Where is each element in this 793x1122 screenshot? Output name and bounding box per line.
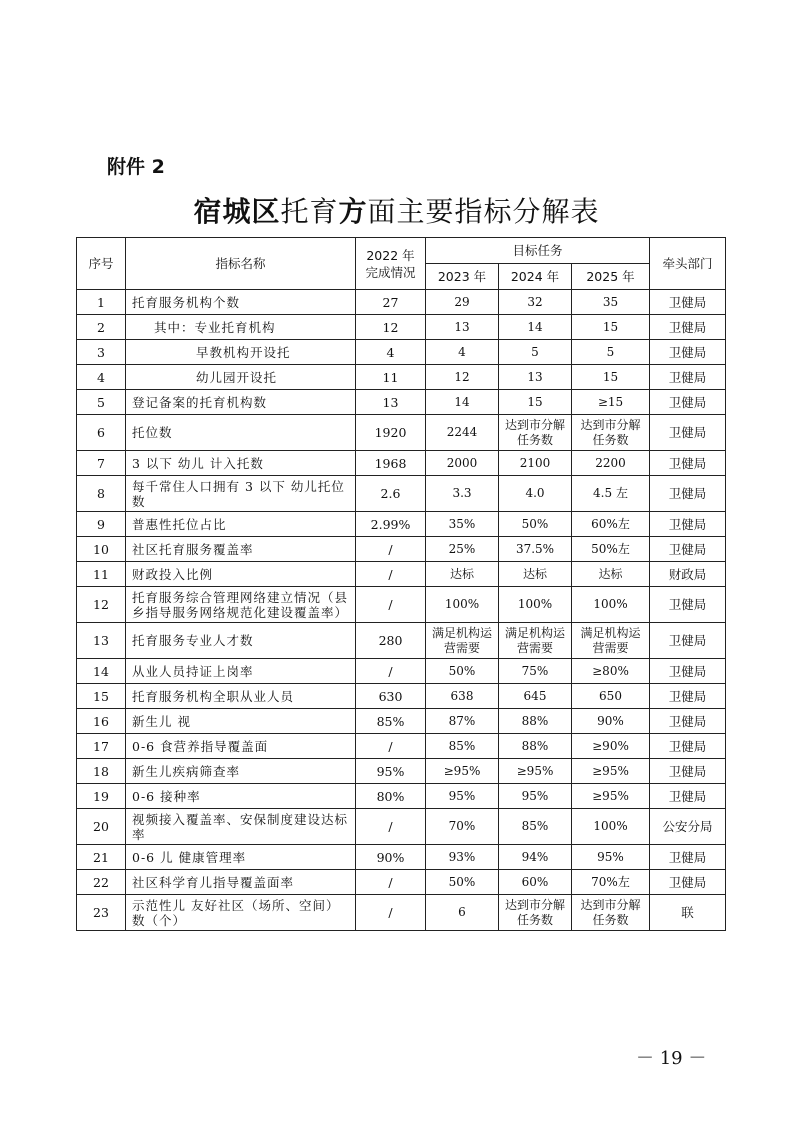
row-2025: 达到市分解任务数 [572,415,650,451]
row-name: 新生儿 视 [126,709,356,734]
row-dept: 卫健局 [650,451,726,476]
row-name: 托育服务机构全职从业人员 [126,684,356,709]
row-seq: 13 [77,623,126,659]
attachment-label: 附件 2 [107,156,165,178]
row-2024: 100% [499,587,572,623]
table-body [77,290,726,931]
row-2023: 4 [426,340,499,365]
table-row [77,845,726,870]
row-2025: ≥90% [572,734,650,759]
row-2024: 95% [499,784,572,809]
row-name: 0-6 儿 健康管理率 [126,845,356,870]
row-seq: 9 [77,512,126,537]
row-2025: 15 [572,315,650,340]
row-name: 登记备案的托育机构数 [126,390,356,415]
row-2023: 50% [426,870,499,895]
row-2023: 50% [426,659,499,684]
table-row [77,512,726,537]
row-2022: 2.6 [356,476,426,512]
row-name: 从业人员持证上岗率 [126,659,356,684]
row-2022: 280 [356,623,426,659]
page-number: － 19 － [636,1048,707,1069]
row-dept: 卫健局 [650,587,726,623]
row-dept: 卫健局 [650,784,726,809]
row-seq: 12 [77,587,126,623]
row-name: 社区托育服务覆盖率 [126,537,356,562]
row-name: 0-6 接种率 [126,784,356,809]
row-2023: 87% [426,709,499,734]
row-2025: 100% [572,587,650,623]
row-2022: 85% [356,709,426,734]
table-row [77,709,726,734]
row-2023: 6 [426,895,499,931]
row-2023: 35% [426,512,499,537]
header-2025: 2025 年 [572,264,650,290]
row-seq: 7 [77,451,126,476]
row-seq: 11 [77,562,126,587]
table-row [77,734,726,759]
row-2023: 93% [426,845,499,870]
row-dept: 卫健局 [650,365,726,390]
row-2024: 645 [499,684,572,709]
row-name: 社区科学育儿指导覆盖面率 [126,870,356,895]
row-2022: 13 [356,390,426,415]
row-2024: 37.5% [499,537,572,562]
table-row [77,759,726,784]
table-row [77,784,726,809]
row-name: 视频接入覆盖率、安保制度建设达标率 [126,809,356,845]
row-2023: 638 [426,684,499,709]
row-seq: 17 [77,734,126,759]
row-2024: 14 [499,315,572,340]
row-name: 3 以下 幼儿 计入托数 [126,451,356,476]
row-2024: 5 [499,340,572,365]
row-dept: 卫健局 [650,684,726,709]
table-row [77,315,726,340]
row-2024: 4.0 [499,476,572,512]
row-dept: 卫健局 [650,512,726,537]
row-dept: 卫健局 [650,390,726,415]
row-dept: 财政局 [650,562,726,587]
header-2024: 2024 年 [499,264,572,290]
row-name: 示范性儿 友好社区（场所、空间）数（个） [126,895,356,931]
row-2024: 13 [499,365,572,390]
row-2024: 15 [499,390,572,415]
row-2022: 1968 [356,451,426,476]
table-row [77,623,726,659]
row-2023: 13 [426,315,499,340]
table-row [77,809,726,845]
row-2024: 满足机构运营需要 [499,623,572,659]
row-2025: 5 [572,340,650,365]
row-2023: 12 [426,365,499,390]
row-seq: 4 [77,365,126,390]
row-2024: 88% [499,734,572,759]
row-2024: 75% [499,659,572,684]
row-2025: 50%左 [572,537,650,562]
row-2023: 满足机构运营需要 [426,623,499,659]
row-2022: 1920 [356,415,426,451]
row-dept: 卫健局 [650,537,726,562]
row-name: 托育服务综合管理网络建立情况（县乡指导服务网络规范化建设覆盖率） [126,587,356,623]
page-title [0,190,793,230]
row-2022: 2.99% [356,512,426,537]
row-2024: 85% [499,809,572,845]
table-row [77,895,726,931]
row-2022: / [356,809,426,845]
title-part-4: 面主要指标分解表 [367,195,600,228]
row-dept: 卫健局 [650,709,726,734]
indicator-table [76,237,726,931]
title-part-3: 方 [338,195,368,228]
row-2022: 90% [356,845,426,870]
row-name: 财政投入比例 [126,562,356,587]
title-part-2: 托育 [280,195,339,228]
row-seq: 16 [77,709,126,734]
row-name: 普惠性托位占比 [126,512,356,537]
table-row [77,390,726,415]
row-name: 幼儿园开设托 [126,365,356,390]
row-2023: 29 [426,290,499,315]
row-2023: ≥95% [426,759,499,784]
header-seq: 序号 [77,238,126,290]
table-row [77,587,726,623]
table-row [77,870,726,895]
row-name: 每千常住人口拥有 3 以下 幼儿托位数 [126,476,356,512]
row-2025: 达到市分解任务数 [572,895,650,931]
table-row [77,537,726,562]
row-name: 托育服务机构个数 [126,290,356,315]
row-dept: 卫健局 [650,845,726,870]
header-2023: 2023 年 [426,264,499,290]
table-row [77,684,726,709]
row-2025: 满足机构运营需要 [572,623,650,659]
row-2023: 14 [426,390,499,415]
row-name: 托位数 [126,415,356,451]
row-2023: 70% [426,809,499,845]
row-2022: 4 [356,340,426,365]
row-2025: 60%左 [572,512,650,537]
row-2025: 2200 [572,451,650,476]
row-2025: ≥15 [572,390,650,415]
row-dept: 卫健局 [650,759,726,784]
table-row [77,451,726,476]
row-dept: 联 [650,895,726,931]
row-seq: 19 [77,784,126,809]
row-seq: 3 [77,340,126,365]
row-2024: 达标 [499,562,572,587]
row-seq: 2 [77,315,126,340]
row-2024: 88% [499,709,572,734]
row-2022: / [356,734,426,759]
row-2025: 4.5 左 [572,476,650,512]
title-part-1: 宿城区 [193,195,281,228]
row-seq: 22 [77,870,126,895]
row-seq: 10 [77,537,126,562]
row-2025: 达标 [572,562,650,587]
table-row [77,476,726,512]
row-2025: ≥95% [572,759,650,784]
row-2023: 100% [426,587,499,623]
row-2023: 85% [426,734,499,759]
row-2024: 60% [499,870,572,895]
row-2024: 50% [499,512,572,537]
row-2022: / [356,870,426,895]
row-seq: 6 [77,415,126,451]
row-2024: 32 [499,290,572,315]
row-dept: 卫健局 [650,415,726,451]
row-dept: 卫健局 [650,315,726,340]
row-dept: 卫健局 [650,734,726,759]
row-2022: 95% [356,759,426,784]
row-dept: 公安分局 [650,809,726,845]
header-dept: 牵头部门 [650,238,726,290]
row-2024: ≥95% [499,759,572,784]
row-seq: 1 [77,290,126,315]
row-2024: 94% [499,845,572,870]
row-seq: 5 [77,390,126,415]
row-2023: 3.3 [426,476,499,512]
header-targets: 目标任务 [426,238,650,264]
row-name: 托育服务专业人才数 [126,623,356,659]
table-row [77,340,726,365]
row-2025: ≥95% [572,784,650,809]
row-2024: 达到市分解任务数 [499,415,572,451]
row-2025: 70%左 [572,870,650,895]
table-row [77,562,726,587]
row-2025: 90% [572,709,650,734]
row-2022: / [356,562,426,587]
row-dept: 卫健局 [650,870,726,895]
row-dept: 卫健局 [650,659,726,684]
row-seq: 15 [77,684,126,709]
row-2023: 25% [426,537,499,562]
row-seq: 14 [77,659,126,684]
row-2022: / [356,659,426,684]
row-2023: 2000 [426,451,499,476]
row-2025: 100% [572,809,650,845]
table-row [77,659,726,684]
row-seq: 18 [77,759,126,784]
header-name: 指标名称 [126,238,356,290]
row-dept: 卫健局 [650,290,726,315]
row-2023: 达标 [426,562,499,587]
row-seq: 23 [77,895,126,931]
row-2023: 2244 [426,415,499,451]
table-row [77,365,726,390]
row-2022: / [356,587,426,623]
row-seq: 8 [77,476,126,512]
row-2025: 95% [572,845,650,870]
row-2025: 35 [572,290,650,315]
table-row [77,415,726,451]
row-2022: 12 [356,315,426,340]
row-name: 新生儿疾病筛查率 [126,759,356,784]
table-row [77,290,726,315]
row-2025: 15 [572,365,650,390]
row-dept: 卫健局 [650,340,726,365]
row-dept: 卫健局 [650,476,726,512]
row-2022: / [356,895,426,931]
row-name: 0-6 食营养指导覆盖面 [126,734,356,759]
row-2025: 650 [572,684,650,709]
row-2024: 达到市分解任务数 [499,895,572,931]
row-seq: 21 [77,845,126,870]
row-2025: ≥80% [572,659,650,684]
row-2024: 2100 [499,451,572,476]
row-2022: / [356,537,426,562]
row-2022: 80% [356,784,426,809]
row-dept: 卫健局 [650,623,726,659]
row-2022: 27 [356,290,426,315]
header-2022: 2022 年完成情况 [356,238,426,290]
row-2022: 630 [356,684,426,709]
row-name: 其中：专业托育机构 [126,315,356,340]
row-name: 早教机构开设托 [126,340,356,365]
row-seq: 20 [77,809,126,845]
row-2022: 11 [356,365,426,390]
row-2023: 95% [426,784,499,809]
